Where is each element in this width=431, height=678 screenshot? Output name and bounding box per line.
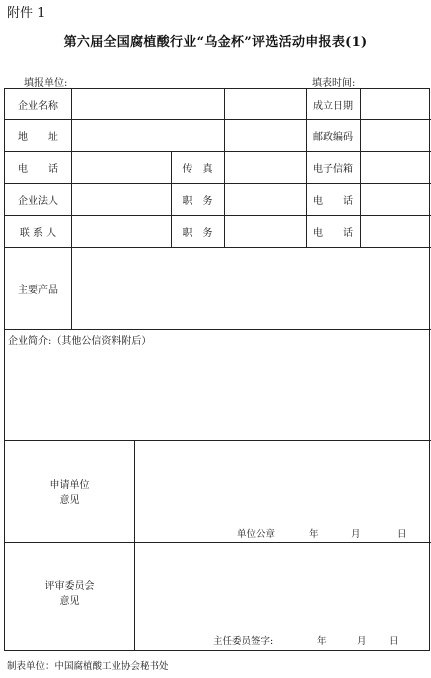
email-label: 电子信箱: [313, 164, 353, 175]
email-field[interactable]: [361, 153, 430, 182]
postal-code-field[interactable]: [361, 121, 430, 150]
application-form-table: [4, 88, 430, 651]
contact-person-field[interactable]: [72, 217, 170, 246]
main-products-label: 主要产品: [18, 285, 58, 296]
legal-rep-phone-label: 电 话: [313, 196, 353, 207]
contact-position-field[interactable]: [225, 217, 305, 246]
row-divider: [5, 329, 431, 330]
form-title: 第六届全国腐植酸行业“乌金杯”评选活动申报表(1): [63, 35, 368, 50]
address-label: 地 址: [18, 132, 58, 143]
established-date-field[interactable]: [361, 90, 430, 118]
issuer-footer: 制表单位：中国腐植酸工业协会秘书处: [7, 661, 169, 672]
company-name-field-extra[interactable]: [225, 90, 305, 118]
legal-rep-position-field[interactable]: [225, 185, 305, 214]
applicant-day-label: 日: [397, 529, 407, 540]
legal-rep-position-label: 职 务: [182, 196, 213, 207]
fax-field[interactable]: [225, 153, 305, 182]
applicant-year-label: 年: [309, 529, 319, 540]
contact-person-label: 联 系 人: [19, 228, 57, 239]
fill-unit-label: 填报单位:: [24, 78, 68, 89]
fill-time-label: 填表时间:: [312, 78, 356, 89]
company-name-field[interactable]: [72, 90, 223, 118]
unit-seal-label: 单位公章: [237, 529, 276, 540]
established-date-label: 成立日期: [313, 100, 353, 112]
company-intro-label: 企业简介:（其他公信资料附后）: [8, 336, 152, 347]
phone-field[interactable]: [72, 153, 170, 182]
legal-rep-label: 企业法人: [18, 196, 58, 207]
review-year-label: 年: [317, 636, 327, 647]
address-field[interactable]: [72, 121, 305, 150]
postal-code-label: 邮政编码: [313, 132, 353, 143]
legal-rep-field[interactable]: [72, 185, 170, 214]
review-day-label: 日: [389, 636, 399, 647]
chair-signature-label: 主任委员签字:: [213, 636, 274, 647]
review-opinion-line2: 意见: [59, 596, 80, 607]
main-products-field[interactable]: [72, 249, 430, 328]
review-opinion-line1: 评审委员会: [44, 581, 95, 592]
applicant-opinion-line2: 意见: [59, 495, 80, 506]
contact-position-label: 职 务: [182, 228, 213, 239]
fax-label: 传 真: [182, 164, 213, 175]
review-month-label: 月: [357, 636, 367, 647]
attachment-label: 附件 1: [7, 6, 46, 21]
applicant-opinion-label: [5, 478, 134, 508]
contact-phone-label: 电 话: [313, 228, 353, 239]
company-intro-field[interactable]: [6, 347, 430, 439]
phone-label: 电 话: [18, 164, 58, 175]
applicant-opinion-field[interactable]: [135, 441, 430, 521]
review-opinion-field[interactable]: [135, 543, 430, 629]
legal-rep-phone-field[interactable]: [361, 185, 430, 214]
applicant-month-label: 月: [351, 529, 361, 540]
company-name-label: 企业名称: [18, 100, 58, 112]
contact-phone-field[interactable]: [361, 217, 430, 246]
review-committee-opinion-label: [5, 579, 134, 609]
applicant-opinion-line1: 申请单位: [49, 480, 90, 491]
